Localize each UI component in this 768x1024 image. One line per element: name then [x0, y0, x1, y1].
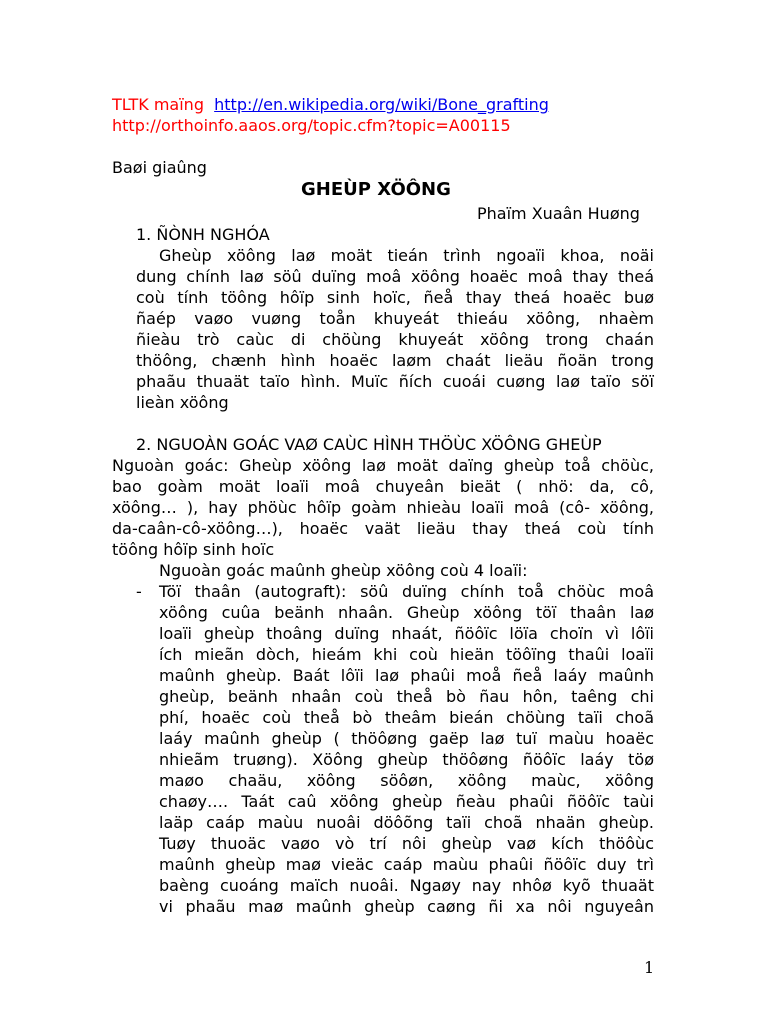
bullet-marker: - — [136, 582, 142, 601]
orthoinfo-link[interactable]: http://orthoinfo.aaos.org/topic.cfm?topic=A00115 — [112, 116, 511, 135]
wikipedia-link[interactable]: http://en.wikipedia.org/wiki/Bone_grafting — [214, 95, 549, 114]
page-number: 1 — [644, 958, 655, 977]
paragraph-line: dung chính laø söû duïng moâ xöông hoaëc moâ thay theá — [136, 267, 654, 286]
bullet-line: phí, hoaëc coù theå bò theâm bieán chöùng taïi choã — [159, 708, 654, 727]
bullet-line: laáy maûnh gheùp ( thöôøng gaëp laø tuï maùu hoaëc — [159, 729, 654, 748]
section-2-heading: 2. NGUOÀN GOÁC VAØ CAÙC HÌNH THÖÙC XÖÔNG GHEÙP — [136, 435, 602, 454]
bullet-line: Tuøy thuoäc vaøo vò trí nôi gheùp vaø kích thöôùc — [159, 834, 654, 853]
paragraph-line: da-caân-cô-xöông…), hoaëc vaät lieäu thay theá coù tính — [112, 519, 654, 538]
paragraph-line: ñieàu trò caùc di chöùng khuyeát xöông trong chaán — [136, 330, 654, 349]
bullet-line: baèng cuoáng maïch nuoâi. Ngaøy nay nhôø kyõ thuaät — [159, 876, 654, 895]
paragraph-line: phaãu thuaät taïo hình. Muïc ñích cuoái cuøng laø taïo söï — [136, 372, 654, 391]
bullet-line: Töï thaân (autograft): söû duïng chính toå chöùc moâ — [159, 582, 654, 601]
bullet-line: nhieãm truøng). Xöông gheùp thöôøng ñöôïc laáy töø — [159, 750, 654, 769]
bullet-line: laäp caáp maùu nuoâi döôõng taïi choã nhaän gheùp. — [159, 813, 654, 832]
bullet-line: chaøy…. Taát caû xöông gheùp ñeàu phaûi ñöôïc taùi — [159, 792, 654, 811]
paragraph-line: Gheùp xöông laø moät tieán trình ngoaïi khoa, noäi — [159, 246, 654, 265]
bullet-line: loaïi gheùp thoâng duïng nhaát, ñöôïc löïa choïn vì lôïi — [159, 624, 654, 643]
bullet-line: gheùp, beänh nhaân coù theå bò ñau hôn, taêng chi — [159, 687, 654, 706]
paragraph-line: Nguoàn goác: Gheùp xöông laø moät daïng gheùp toå chöùc, — [112, 456, 654, 475]
bullet-line: maøo chaäu, xöông söôøn, xöông maùc, xöông — [159, 771, 654, 790]
paragraph-line: ñaép vaøo vuøng toån khuyeát thieáu xöông, nhaèm — [136, 309, 654, 328]
section-1-heading: 1. ÑÒNH NGHÓA — [136, 225, 270, 244]
paragraph-line: coù tính töông hôïp sinh hoïc, ñeå thay theá hoaëc buø — [136, 288, 654, 307]
paragraph-line: lieàn xöông — [136, 393, 229, 412]
paragraph-line: töông hôïp sinh hoïc — [112, 540, 275, 559]
document-type: Baøi giaûng — [112, 158, 207, 177]
bullet-line: maûnh gheùp. Baát lôïi laø phaûi moå ñeå laáy maûnh — [159, 666, 654, 685]
references-line-1 — [112, 94, 549, 115]
bullet-line: vi phaãu maø maûnh gheùp caøng ñi xa nôi nguyeân — [159, 897, 654, 916]
bullet-line: ích mieãn dòch, hieám khi coù hieän töôïng thaûi loaïi — [159, 645, 654, 664]
paragraph-line: xöông… ), hay phöùc hôïp goàm nhieàu loaïi moâ (cô- xöông, — [112, 498, 654, 517]
bullet-line: xöông cuûa beänh nhaân. Gheùp xöông töï thaân laø — [159, 603, 654, 622]
author-name: Phaïm Xuaân Huøng — [477, 204, 640, 223]
bullet-line: maûnh gheùp maø vieäc caáp maùu phaûi ñöôïc duy trì — [159, 855, 654, 874]
sources-intro: Nguoàn goác maûnh gheùp xöông coù 4 loaïi: — [159, 561, 528, 580]
document-title: GHEÙP XÖÔNG — [301, 179, 451, 200]
paragraph-line: bao goàm moät loaïi moâ chuyeân bieät ( nhö: da, cô, — [112, 477, 654, 496]
references-label: TLTK maïng — [112, 95, 204, 114]
paragraph-line: thöông, chænh hình hoaëc laøm chaát lieäu ñoän trong — [136, 351, 654, 370]
